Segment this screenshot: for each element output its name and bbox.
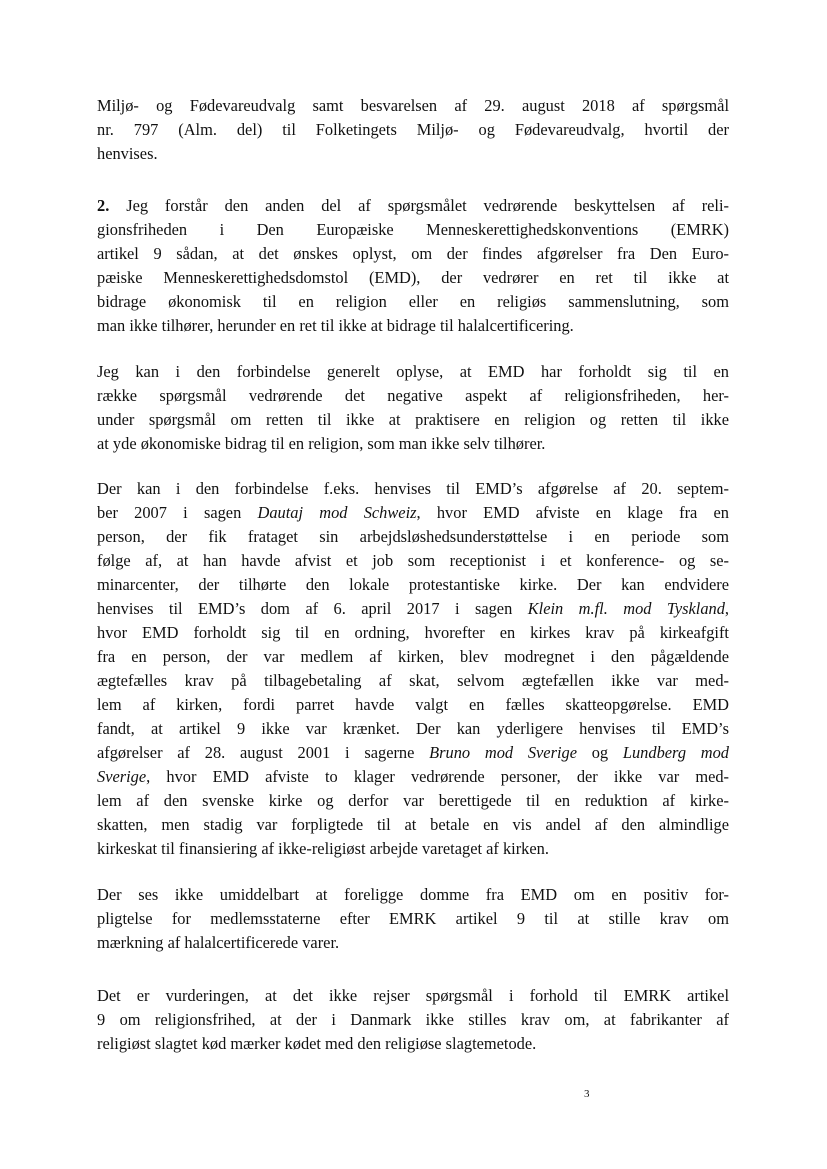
text-fragment: , hvor EMD afviste to klager vedrørende personer, der ikke var med-: [146, 767, 729, 786]
paragraph-2: [97, 194, 729, 338]
text-fragment: ber 2007 i sagen: [97, 503, 258, 522]
text-line: lem af den svenske kirke og derfor var berettigede til en reduktion af kirke-: [97, 791, 729, 810]
text-fragment: Jeg forstår den anden del af spørgsmålet vedrørende beskyttelsen af reli-: [109, 196, 729, 215]
paragraph-3: [97, 360, 729, 456]
paragraph-5: [97, 883, 729, 955]
text-line: gionsfriheden i Den Europæiske Menneskerettighedskonventions (EMRK): [97, 220, 729, 239]
text-fragment: , hvor EMD afviste en klage fra en: [416, 503, 729, 522]
text-line: [97, 741, 729, 765]
text-line: [97, 194, 729, 218]
text-line: bidrage økonomisk til en religion eller en religiøs sammenslutning, som: [97, 292, 729, 311]
text-line: under spørgsmål om retten til ikke at praktisere en religion og retten til ikke: [97, 410, 729, 429]
text-line: følge af, at han havde afvist et job som receptionist i et konference- og se-: [97, 551, 729, 570]
text-line: minarcenter, der tilhørte den lokale protestantiske kirke. Der kan endvidere: [97, 575, 729, 594]
text-line: pligtelse for medlemsstaterne efter EMRK artikel 9 til at stille krav om: [97, 909, 729, 928]
text-line: [97, 501, 729, 525]
text-fragment: afgørelser af 28. august 2001 i sagerne: [97, 743, 430, 762]
paragraph-4: [97, 477, 729, 861]
text-line: Miljø- og Fødevareudvalg samt besvarelsen af 29. august 2018 af spørgsmål: [97, 96, 729, 115]
case-name: Sverige: [97, 767, 147, 786]
text-line: fra en person, der var medlem af kirken, blev modregnet i den pågældende: [97, 647, 729, 666]
text-line: kirkeskat til finansiering af ikke-religiøst arbejde varetaget af kirken.: [97, 839, 549, 858]
text-line: man ikke tilhører, herunder en ret til ikke at bidrage til halalcertificering.: [97, 316, 574, 335]
case-name: Lundberg mod: [622, 743, 729, 762]
text-fragment: henvises til EMD’s dom af 6. april 2017 i sagen: [97, 599, 528, 618]
text-line: 9 om religionsfrihed, at der i Danmark ikke stilles krav om, at fabrikanter af: [97, 1010, 729, 1029]
paragraph-6: [97, 984, 729, 1056]
text-line: hvor EMD forholdt sig til en ordning, hvorefter en kirkes krav på kirkeafgift: [97, 623, 729, 642]
text-line: person, der fik frataget sin arbejdsløshedsunderstøttelse i en periode som: [97, 527, 729, 546]
text-line: [97, 597, 729, 621]
page-number: 3: [584, 1088, 590, 1100]
paragraph-1: [97, 94, 729, 166]
text-fragment: ,: [724, 599, 730, 618]
text-fragment: og: [576, 743, 623, 762]
text-line: Der ses ikke umiddelbart at foreligge domme fra EMD om en positiv for-: [97, 885, 729, 904]
text-line: lem af kirken, fordi parret havde valgt en fælles skatteopgørelse. EMD: [97, 695, 729, 714]
text-line: [97, 765, 729, 789]
text-line: Det er vurderingen, at det ikke rejser spørgsmål i forhold til EMRK artikel: [97, 986, 729, 1005]
text-line: religiøst slagtet kød mærker kødet med den religiøse slagtemetode.: [97, 1034, 537, 1053]
case-name: Dautaj mod Schweiz: [257, 503, 417, 522]
text-line: ægtefælles krav på tilbagebetaling af skat, selvom ægtefællen ikke var med-: [97, 671, 729, 690]
text-line: henvises.: [97, 144, 158, 163]
text-line: at yde økonomiske bidrag til en religion, som man ikke selv tilhører.: [97, 434, 546, 453]
text-line: pæiske Menneskerettighedsdomstol (EMD), der vedrører en ret til ikke at: [97, 268, 729, 287]
text-line: nr. 797 (Alm. del) til Folketingets Miljø- og Fødevareudvalg, hvortil der: [97, 120, 729, 139]
text-line: skatten, men stadig var forpligtede til at betale en vis andel af den almindlige: [97, 815, 729, 834]
text-line: mærkning af halalcertificerede varer.: [97, 933, 340, 952]
text-line: Der kan i den forbindelse f.eks. henvises til EMD’s afgørelse af 20. septem-: [97, 479, 729, 498]
case-name: Klein m.fl. mod Tyskland: [527, 599, 725, 618]
text-line: Jeg kan i den forbindelse generelt oplyse, at EMD har forholdt sig til en: [97, 362, 729, 381]
section-number: 2.: [97, 196, 110, 215]
text-line: række spørgsmål vedrørende det negative aspekt af religionsfriheden, her-: [97, 386, 729, 405]
text-line: artikel 9 sådan, at det ønskes oplyst, om der findes afgørelser fra Den Euro-: [97, 244, 729, 263]
case-name: Bruno mod Sverige: [429, 743, 577, 762]
text-line: fandt, at artikel 9 ikke var krænket. Der kan yderligere henvises til EMD’s: [97, 719, 729, 738]
